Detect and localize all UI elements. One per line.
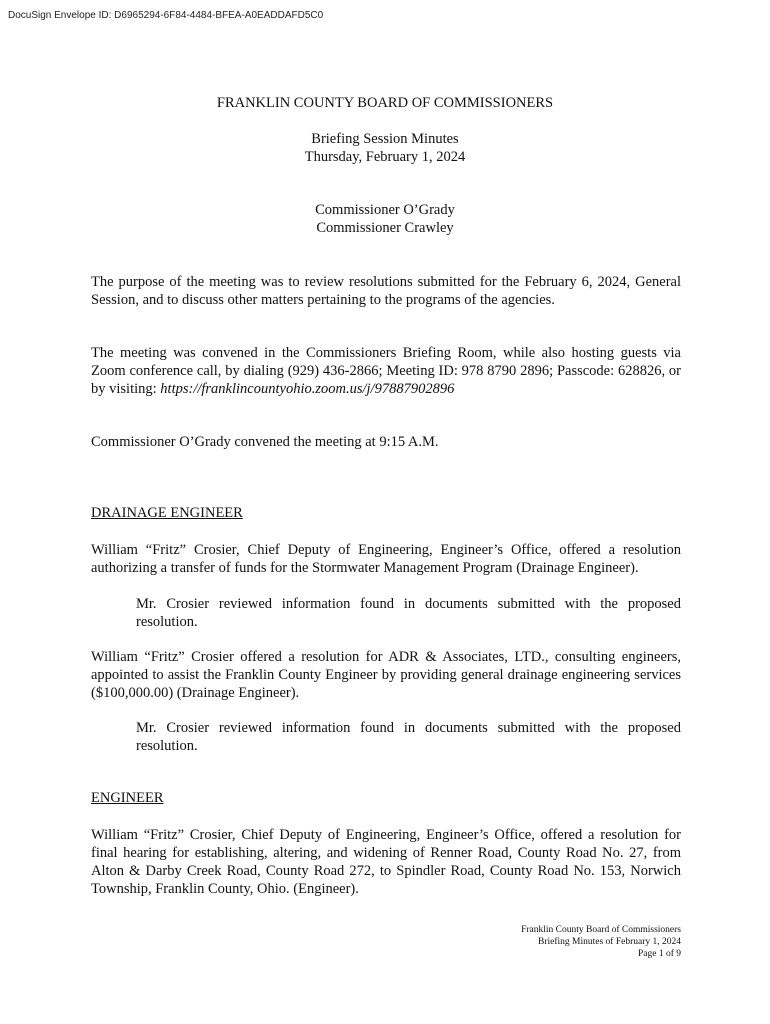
- convened-text: The meeting was convened in the Commissioners Briefing Room, while also hosting guests via Zoom conference call, by dialing (929) 436-2866; Meeting ID: 978 8790 2896; Passcode: 628826, or by visiting:: [91, 345, 681, 397]
- document-title: FRANKLIN COUNTY BOARD OF COMMISSIONERS: [216, 95, 554, 111]
- purpose-paragraph: The purpose of the meeting was to review resolutions submitted for the February 6, 2024, General Session, and to discuss other matters pertaining to the programs of the agencies.: [91, 274, 681, 308]
- footer-org: Franklin County Board of Commissioners: [521, 925, 681, 935]
- page-footer: [521, 924, 681, 960]
- drainage-item-1: William “Fritz” Crosier, Chief Deputy of Engineering, Engineer’s Office, offered a resolution authorizing a transfer of funds for the Stormwater Management Program (Drainage Engineer).: [91, 542, 681, 576]
- engineer-item-1: William “Fritz” Crosier, Chief Deputy of Engineering, Engineer’s Office, offered a resolution for final hearing for establishing, altering, and widening of Renner Road, County Road No. 27, from Alton & Darby Creek Road, County Road 272, to Spindler Road, County Road No. 153, Norwich Township, Franklin County, Ohio. (Engineer).: [91, 827, 681, 897]
- section-heading-drainage: DRAINAGE ENGINEER: [91, 505, 243, 521]
- attendee-1: Commissioner O’Grady: [315, 202, 455, 218]
- drainage-note-1: Mr. Crosier reviewed information found in documents submitted with the proposed resolution.: [136, 596, 681, 630]
- convened-time-paragraph: Commissioner O’Grady convened the meeting at 9:15 A.M.: [91, 434, 439, 450]
- drainage-note-2: Mr. Crosier reviewed information found in documents submitted with the proposed resolution.: [136, 720, 681, 754]
- convened-paragraph: [91, 344, 681, 398]
- session-name: Briefing Session Minutes: [311, 131, 459, 147]
- section-heading-engineer: ENGINEER: [91, 790, 164, 806]
- docusign-envelope-id: DocuSign Envelope ID: D6965294-6F84-4484-BFEA-A0EADDAFD5C0: [8, 10, 324, 21]
- session-date: Thursday, February 1, 2024: [304, 149, 466, 165]
- zoom-link[interactable]: https://franklincountyohio.zoom.us/j/97887902896: [160, 381, 455, 397]
- drainage-item-2: William “Fritz” Crosier offered a resolution for ADR & Associates, LTD., consulting engineers, appointed to assist the Franklin County Engineer by providing general drainage engineering services ($100,000.00) (Drainage Engineer).: [91, 649, 681, 701]
- footer-minutes-date: Briefing Minutes of February 1, 2024: [537, 937, 681, 947]
- footer-page-number: Page 1 of 9: [637, 949, 681, 959]
- attendee-2: Commissioner Crawley: [316, 220, 454, 236]
